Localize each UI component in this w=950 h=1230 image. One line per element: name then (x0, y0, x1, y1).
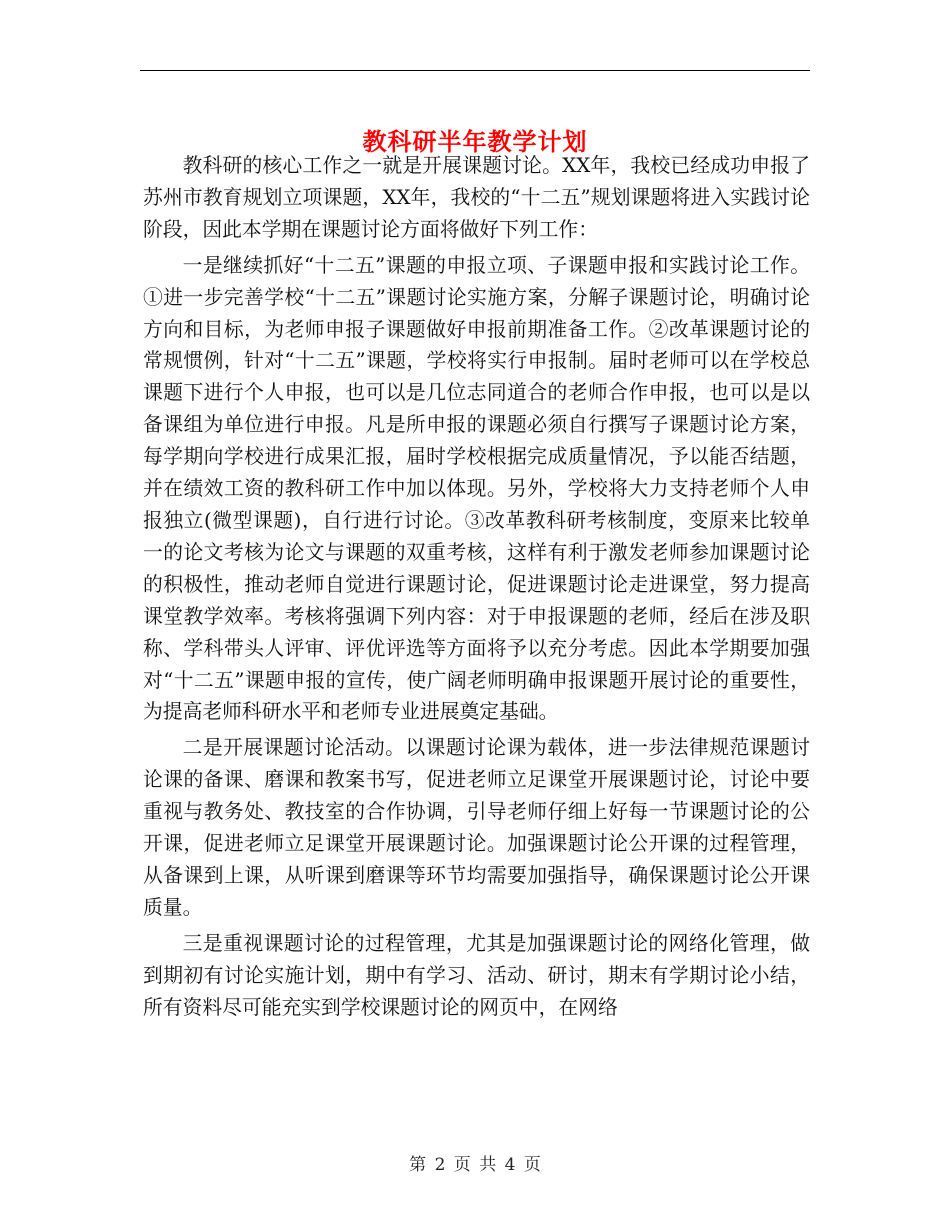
header-rule (140, 70, 810, 71)
document-title: 教科研半年教学计划 (362, 127, 588, 157)
paragraph-intro: 教科研的核心工作之一就是开展课题讨论。XX年，我校已经成功申报了苏州市教育规划立项课题，XX年，我校的“十二五”规划课题将进入实践讨论阶段，因此本学期在课题讨论方面将做好下列工作： (143, 154, 810, 241)
document-body (143, 150, 810, 1023)
paragraph-item-two: 二是开展课题讨论活动。以课题讨论课为载体，进一步法律规范课题讨论课的备课、磨课和教案书写，促进老师立足课堂开展课题讨论，讨论中要重视与教务处、教技室的合作协调，引导老师仔细上好每一节课题讨论的公开课，促进老师立足课堂开展课题讨论。加强课题讨论公开课的过程管理，从备课到上课，从听课到磨课等环节均需要加强指导，确保课题讨论公开课质量。 (143, 736, 810, 919)
page-number-footer: 第 2 页 共 4 页 (409, 1155, 541, 1175)
paragraph-item-one: 一是继续抓好“十二五”课题的申报立项、子课题申报和实践讨论工作。①进一步完善学校“十二五”课题讨论实施方案，分解子课题讨论，明确讨论方向和目标，为老师申报子课题做好申报前期准备工作。②改革课题讨论的常规惯例，针对“十二五”课题，学校将实行申报制。届时老师可以在学校总课题下进行个人申报，也可以是几位志同道合的老师合作申报，也可以是以备课组为单位进行申报。凡是所申报的课题必须自行撰写子课题讨论方案，每学期向学校进行成果汇报，届时学校根据完成质量情况，予以能否结题，并在绩效工资的教科研工作中加以体现。另外，学校将大力支持老师个人申报独立(微型课题)，自行进行讨论。③改革教科研考核制度，变原来比较单一的论文考核为论文与课题的双重考核，这样有利于激发老师参加课题讨论的积极性，推动老师自觉进行课题讨论，促进课题讨论走进课堂，努力提高课堂教学效率。考核将强调下列内容：对于申报课题的老师，经后在涉及职称、学科带头人评审、评优评选等方面将予以充分考虑。因此本学期要加强对“十二五”课题申报的宣传，使广阔老师明确申报课题开展讨论的重要性，为提高老师科研水平和老师专业进展奠定基础。 (143, 253, 810, 724)
paragraph-item-three: 三是重视课题讨论的过程管理，尤其是加强课题讨论的网络化管理，做到期初有讨论实施计划，期中有学习、活动、研讨，期末有学期讨论小结，所有资料尽可能充实到学校课题讨论的网页中，在网络 (143, 931, 810, 1019)
